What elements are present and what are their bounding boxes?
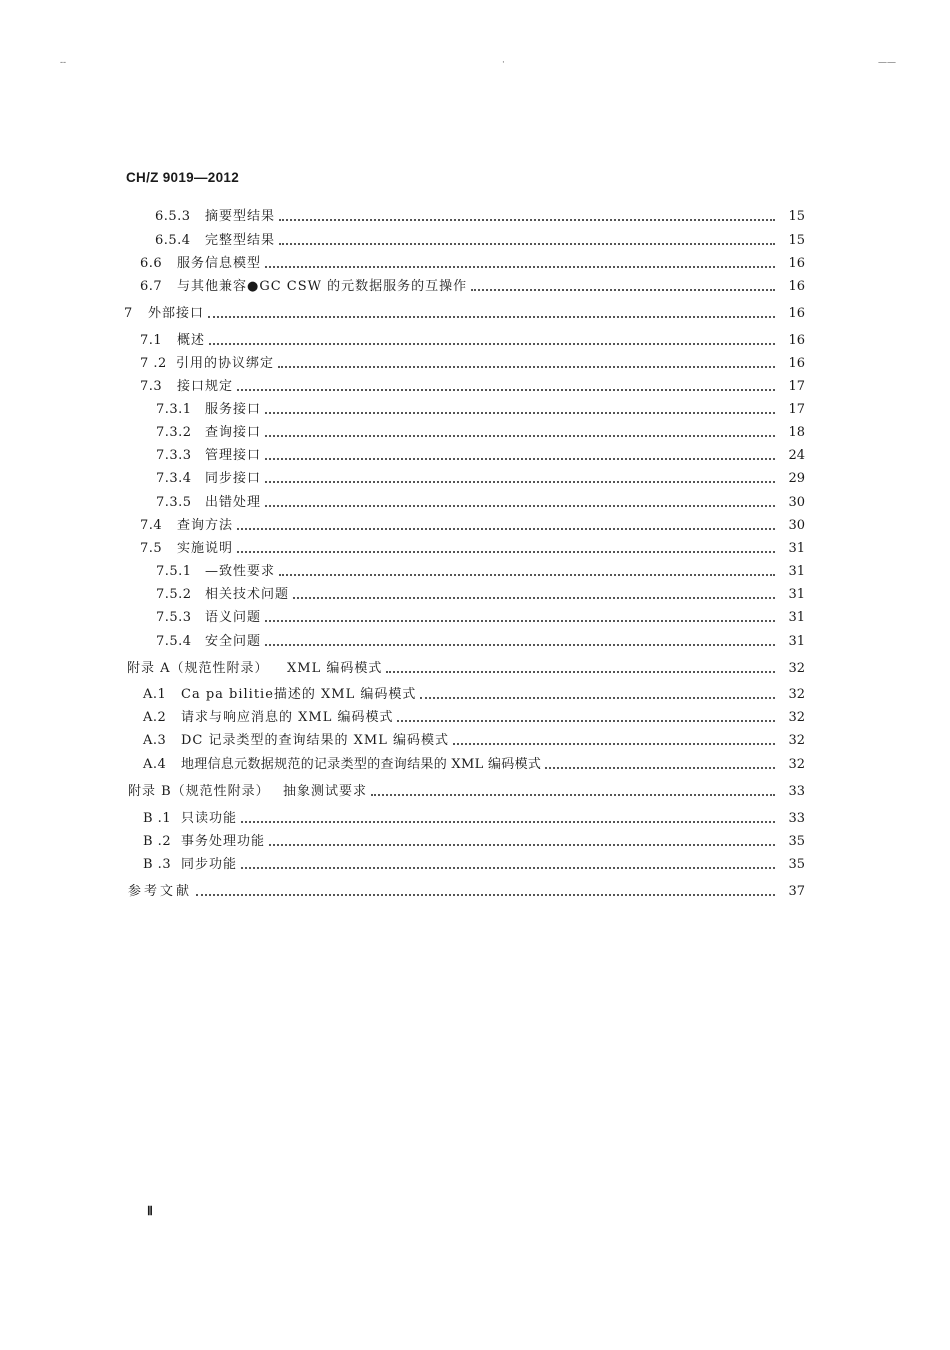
toc-entry-number: 7.5.4 bbox=[156, 634, 192, 649]
dot-leader bbox=[241, 821, 775, 823]
toc-entry-title: 管理接口 bbox=[205, 448, 262, 463]
toc-entry-number: 7.3 bbox=[140, 379, 163, 394]
toc-entry-title: 引用的协议绑定 bbox=[176, 356, 275, 371]
dot-leader bbox=[453, 743, 775, 745]
toc-entry-number: 7.1 bbox=[140, 333, 163, 348]
toc-entry-title: 摘要型结果 bbox=[205, 209, 276, 224]
toc-entry-page: 32 bbox=[788, 687, 805, 702]
toc-entry-title: 相关技术问题 bbox=[205, 587, 290, 602]
toc-entry-title: 外部接口 bbox=[148, 306, 205, 321]
dot-leader bbox=[265, 481, 775, 483]
toc-entry-page: 35 bbox=[788, 834, 805, 849]
toc-entry-title: 事务处理功能 bbox=[181, 834, 266, 849]
toc-entry-page: 37 bbox=[788, 884, 805, 899]
toc-entry-number: 7.5.2 bbox=[156, 587, 192, 602]
toc-entry bbox=[156, 447, 805, 465]
toc-entry bbox=[143, 756, 805, 774]
toc-entry-number: 7.3.2 bbox=[156, 425, 192, 440]
center-mark: · bbox=[502, 58, 505, 68]
dot-leader bbox=[265, 266, 775, 268]
toc-entry-page: 15 bbox=[788, 233, 805, 248]
toc-entry-page: 32 bbox=[788, 757, 805, 772]
toc-entry bbox=[155, 232, 805, 250]
toc-entry-title: 概述 bbox=[177, 333, 206, 348]
toc-entry-number: 7.4 bbox=[140, 518, 163, 533]
toc-entry-title: Ca pa bilitie描述的 XML 编码模式 bbox=[181, 687, 417, 702]
toc-entry-page: 17 bbox=[788, 379, 805, 394]
toc-entry-title: 完整型结果 bbox=[205, 233, 276, 248]
toc-entry-page: 30 bbox=[788, 518, 805, 533]
toc-entry-number: B .2 bbox=[143, 834, 172, 849]
toc-entry bbox=[127, 660, 805, 678]
toc-entry bbox=[140, 255, 805, 273]
toc-entry-page: 18 bbox=[788, 425, 805, 440]
toc-entry-page: 35 bbox=[788, 857, 805, 872]
dot-leader bbox=[265, 458, 775, 460]
toc-entry bbox=[143, 810, 805, 828]
toc-entry-page: 24 bbox=[788, 448, 805, 463]
standard-code: CH/Z 9019—2012 bbox=[126, 170, 240, 185]
toc-entry-page: 15 bbox=[788, 209, 805, 224]
toc-entry-page: 33 bbox=[788, 784, 805, 799]
toc-entry-number: 7.3.1 bbox=[156, 402, 192, 417]
toc-entry-number: A.3 bbox=[143, 733, 167, 748]
toc-entry-number: 7.3.5 bbox=[156, 495, 192, 510]
toc-entry-title: 请求与响应消息的 XML 编码模式 bbox=[181, 710, 394, 725]
toc-entry bbox=[156, 563, 805, 581]
toc-entry-page: 31 bbox=[788, 564, 805, 579]
toc-entry-title: 服务信息模型 bbox=[177, 256, 262, 271]
toc-entry bbox=[155, 208, 805, 226]
dot-leader bbox=[265, 435, 775, 437]
toc-entry bbox=[156, 424, 805, 442]
dot-leader bbox=[269, 844, 775, 846]
toc-entry bbox=[156, 470, 805, 488]
toc-entry-title: 同步接口 bbox=[205, 471, 262, 486]
toc-entry-title: —致性要求 bbox=[205, 564, 276, 579]
toc-entry-title: 查询接口 bbox=[205, 425, 262, 440]
toc-entry bbox=[140, 355, 805, 373]
toc-entry-page: 16 bbox=[788, 356, 805, 371]
toc-entry-number: A.4 bbox=[143, 757, 167, 772]
toc-entry-page: 31 bbox=[788, 610, 805, 625]
dot-leader bbox=[397, 720, 775, 722]
toc-entry bbox=[143, 686, 805, 704]
toc-entry-number: 6.6 bbox=[140, 256, 163, 271]
toc-entry bbox=[140, 517, 805, 535]
toc-entry bbox=[156, 633, 805, 651]
toc-entry bbox=[143, 856, 805, 874]
toc-entry-title: 安全问题 bbox=[205, 634, 262, 649]
toc-entry-title: 地理信息元数据规范的记录类型的查询结果的 XML 编码模式 bbox=[181, 757, 542, 772]
toc-entry bbox=[140, 332, 805, 350]
toc-entry bbox=[143, 709, 805, 727]
toc-entry-page: 16 bbox=[788, 256, 805, 271]
dot-leader bbox=[279, 574, 775, 576]
toc-entry-number: 附录 A（规范性附录） bbox=[127, 661, 269, 676]
toc-entry-title: 抽象测试要求 bbox=[283, 784, 368, 799]
dot-leader bbox=[471, 289, 775, 291]
toc-entry bbox=[140, 378, 805, 396]
toc-entry-number: 附录 B（规范性附录） bbox=[128, 784, 270, 799]
toc-entry-title: 同步功能 bbox=[181, 857, 238, 872]
toc-entry-page: 30 bbox=[788, 495, 805, 510]
dot-leader bbox=[278, 366, 775, 368]
toc-entry-title: 实施说明 bbox=[177, 541, 234, 556]
toc-entry-page: 31 bbox=[788, 541, 805, 556]
toc-entry-number: 7.3.3 bbox=[156, 448, 192, 463]
corner-mark-right: —— bbox=[878, 58, 896, 68]
dot-leader bbox=[241, 867, 775, 869]
dot-leader bbox=[545, 767, 775, 769]
toc-entry-number: 6.5.4 bbox=[155, 233, 191, 248]
dot-leader bbox=[265, 505, 775, 507]
toc-entry-number: A.2 bbox=[143, 710, 167, 725]
dot-leader bbox=[237, 528, 775, 530]
toc-entry bbox=[140, 540, 805, 558]
toc-entry bbox=[140, 278, 805, 296]
toc-entry bbox=[128, 883, 805, 901]
dot-leader bbox=[237, 551, 775, 553]
toc-entry-page: 16 bbox=[788, 306, 805, 321]
dot-leader bbox=[196, 894, 775, 896]
toc-entry-number: 6.5.3 bbox=[155, 209, 191, 224]
dot-leader bbox=[209, 343, 775, 345]
toc-entry-number: 7.5 bbox=[140, 541, 163, 556]
toc-entry-number: 7 bbox=[124, 306, 133, 321]
dot-leader bbox=[265, 620, 775, 622]
toc-entry bbox=[143, 833, 805, 851]
toc-entry-page: 16 bbox=[788, 279, 805, 294]
toc-entry-title: 查询方法 bbox=[177, 518, 234, 533]
dot-leader bbox=[371, 794, 775, 796]
toc-entry-page: 32 bbox=[788, 710, 805, 725]
toc-entry-number: 6.7 bbox=[140, 279, 163, 294]
toc-entry-title: 服务接口 bbox=[205, 402, 262, 417]
toc-entry-number: 7.5.1 bbox=[156, 564, 192, 579]
dot-leader bbox=[386, 671, 775, 673]
toc-entry-number: B .1 bbox=[143, 811, 172, 826]
toc-entry-title: 语义问题 bbox=[205, 610, 262, 625]
toc-entry-title: 只读功能 bbox=[181, 811, 238, 826]
dot-leader bbox=[420, 697, 775, 699]
toc-entry bbox=[143, 732, 805, 750]
toc-entry bbox=[156, 609, 805, 627]
toc-entry-title: DC 记录类型的查询结果的 XML 编码模式 bbox=[181, 733, 449, 748]
toc-entry-title: 与其他兼容●GC CSW 的元数据服务的互操作 bbox=[177, 279, 468, 294]
toc-entry bbox=[156, 586, 805, 604]
toc-entry-title: 参考文献 bbox=[128, 884, 193, 899]
toc-entry-page: 32 bbox=[788, 733, 805, 748]
dot-leader bbox=[237, 389, 775, 391]
toc-entry-page: 33 bbox=[788, 811, 805, 826]
toc-entry-title: 接口规定 bbox=[177, 379, 234, 394]
dot-leader bbox=[265, 644, 775, 646]
toc-entry-title: 出错处理 bbox=[205, 495, 262, 510]
toc-entry-page: 31 bbox=[788, 634, 805, 649]
toc-entry-number: B .3 bbox=[143, 857, 172, 872]
toc-entry-number: 7.3.4 bbox=[156, 471, 192, 486]
toc-entry-page: 32 bbox=[788, 661, 805, 676]
dot-leader bbox=[279, 219, 775, 221]
toc-entry-title: XML 编码模式 bbox=[287, 661, 383, 676]
dot-leader bbox=[279, 243, 775, 245]
page-number: Ⅱ bbox=[147, 1204, 153, 1218]
toc-entry-page: 29 bbox=[788, 471, 805, 486]
toc-entry-page: 17 bbox=[788, 402, 805, 417]
dot-leader bbox=[208, 316, 775, 318]
toc-entry bbox=[128, 783, 805, 801]
toc-entry-page: 31 bbox=[788, 587, 805, 602]
toc-entry bbox=[156, 494, 805, 512]
toc-entry-number: 7.5.3 bbox=[156, 610, 192, 625]
toc-entry bbox=[156, 401, 805, 419]
toc-entry-number: 7 .2 bbox=[140, 356, 167, 371]
corner-mark-left: -- bbox=[60, 58, 67, 68]
toc-entry-number: A.1 bbox=[143, 687, 167, 702]
dot-leader bbox=[265, 412, 775, 414]
toc-entry bbox=[124, 305, 805, 323]
dot-leader bbox=[293, 597, 775, 599]
toc-entry-page: 16 bbox=[788, 333, 805, 348]
